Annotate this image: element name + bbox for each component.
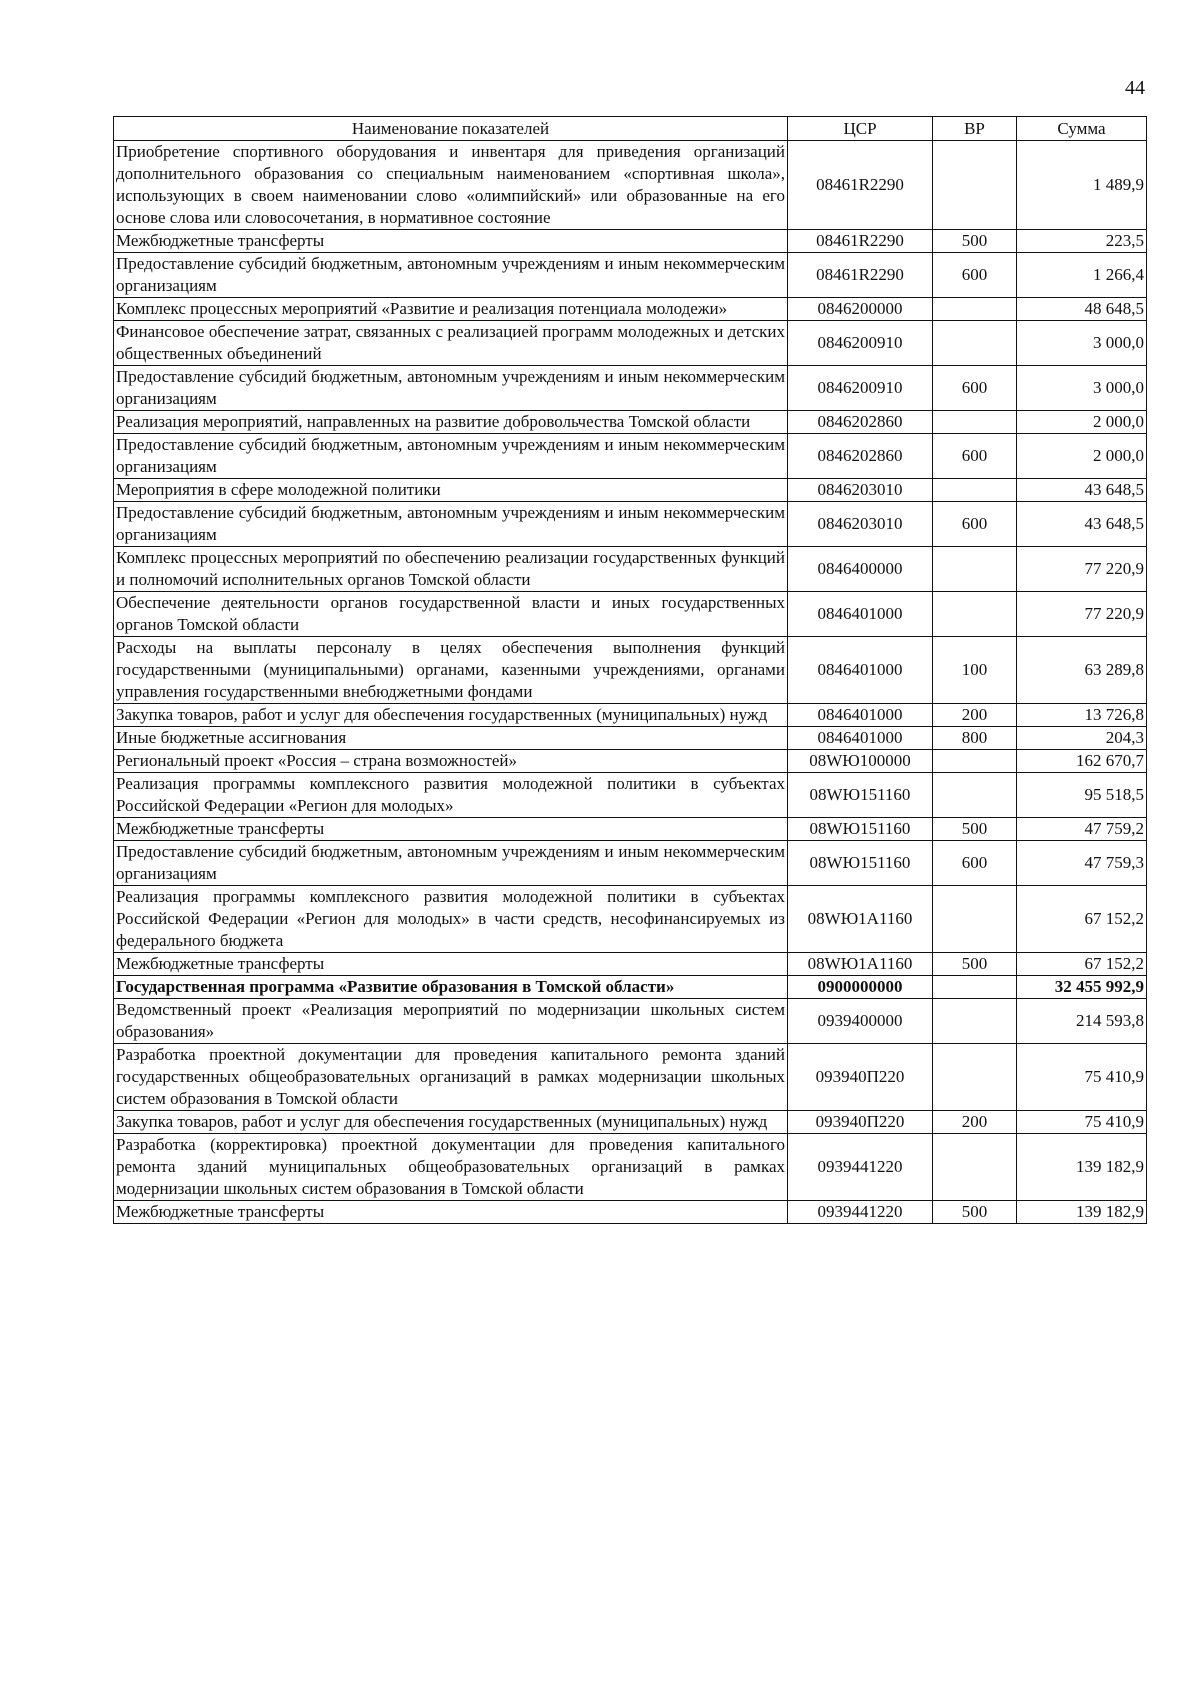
header-csr: ЦСР <box>788 117 933 141</box>
cell-csr: 0846200910 <box>788 366 933 411</box>
cell-csr: 0846200910 <box>788 321 933 366</box>
cell-sum: 43 648,5 <box>1017 479 1147 502</box>
cell-name: Комплекс процессных мероприятий «Развитие и реализация потенциала молодежи» <box>114 298 788 321</box>
header-sum: Сумма <box>1017 117 1147 141</box>
cell-csr: 08WЮ1A1160 <box>788 886 933 953</box>
cell-sum: 1 489,9 <box>1017 141 1147 230</box>
cell-csr: 08461R2290 <box>788 141 933 230</box>
table-row <box>114 230 1147 253</box>
table-row <box>114 750 1147 773</box>
cell-sum: 214 593,8 <box>1017 999 1147 1044</box>
table-row <box>114 1044 1147 1111</box>
cell-sum: 1 266,4 <box>1017 253 1147 298</box>
table-row <box>114 841 1147 886</box>
cell-sum: 95 518,5 <box>1017 773 1147 818</box>
cell-csr: 08WЮ151160 <box>788 818 933 841</box>
table-row <box>114 1201 1147 1224</box>
cell-csr: 08WЮ151160 <box>788 773 933 818</box>
cell-csr: 0846202860 <box>788 434 933 479</box>
cell-vr <box>933 298 1017 321</box>
cell-csr: 0939441220 <box>788 1134 933 1201</box>
cell-csr: 08WЮ1A1160 <box>788 953 933 976</box>
cell-sum: 63 289,8 <box>1017 637 1147 704</box>
cell-vr: 600 <box>933 841 1017 886</box>
cell-name: Комплекс процессных мероприятий по обеспечению реализации государственных функций и полномочий исполнительных органов Томской области <box>114 547 788 592</box>
cell-vr <box>933 1134 1017 1201</box>
cell-name: Межбюджетные трансферты <box>114 230 788 253</box>
cell-csr: 08WЮ151160 <box>788 841 933 886</box>
cell-sum: 48 648,5 <box>1017 298 1147 321</box>
cell-csr: 0846200000 <box>788 298 933 321</box>
cell-csr: 0846400000 <box>788 547 933 592</box>
table-row <box>114 592 1147 637</box>
cell-sum: 2 000,0 <box>1017 411 1147 434</box>
cell-name: Предоставление субсидий бюджетным, автономным учреждениям и иным некоммерческим организациям <box>114 253 788 298</box>
table-row <box>114 411 1147 434</box>
cell-name: Закупка товаров, работ и услуг для обеспечения государственных (муниципальных) нужд <box>114 704 788 727</box>
header-name: Наименование показателей <box>114 117 788 141</box>
cell-csr: 08WЮ100000 <box>788 750 933 773</box>
cell-vr: 500 <box>933 1201 1017 1224</box>
table-row <box>114 253 1147 298</box>
cell-sum: 204,3 <box>1017 727 1147 750</box>
cell-sum: 67 152,2 <box>1017 886 1147 953</box>
cell-vr <box>933 999 1017 1044</box>
cell-vr: 100 <box>933 637 1017 704</box>
budget-table <box>113 116 1147 1224</box>
cell-sum: 2 000,0 <box>1017 434 1147 479</box>
cell-csr: 093940П220 <box>788 1044 933 1111</box>
cell-vr: 500 <box>933 818 1017 841</box>
cell-csr: 08461R2290 <box>788 253 933 298</box>
cell-sum: 13 726,8 <box>1017 704 1147 727</box>
table-row <box>114 886 1147 953</box>
cell-csr: 0846401000 <box>788 637 933 704</box>
cell-csr: 0939400000 <box>788 999 933 1044</box>
cell-name: Реализация мероприятий, направленных на развитие добровольчества Томской области <box>114 411 788 434</box>
table-row <box>114 479 1147 502</box>
table-row <box>114 141 1147 230</box>
table-row <box>114 818 1147 841</box>
cell-name: Предоставление субсидий бюджетным, автономным учреждениям и иным некоммерческим организациям <box>114 841 788 886</box>
cell-name: Предоставление субсидий бюджетным, автономным учреждениям и иным некоммерческим организациям <box>114 502 788 547</box>
cell-vr <box>933 1044 1017 1111</box>
cell-sum: 75 410,9 <box>1017 1111 1147 1134</box>
cell-vr: 600 <box>933 253 1017 298</box>
cell-name: Разработка (корректировка) проектной документации для проведения капитального ремонта зданий муниципальных общеобразовательных организаций в рамках модернизации школьных систем образования в Томской области <box>114 1134 788 1201</box>
cell-name: Предоставление субсидий бюджетным, автономным учреждениям и иным некоммерческим организациям <box>114 366 788 411</box>
cell-name: Региональный проект «Россия – страна возможностей» <box>114 750 788 773</box>
page-number: 44 <box>1125 77 1145 99</box>
cell-sum: 75 410,9 <box>1017 1044 1147 1111</box>
table-header-row <box>114 117 1147 141</box>
table-row <box>114 953 1147 976</box>
cell-name: Межбюджетные трансферты <box>114 1201 788 1224</box>
cell-name: Предоставление субсидий бюджетным, автономным учреждениям и иным некоммерческим организациям <box>114 434 788 479</box>
cell-name: Межбюджетные трансферты <box>114 818 788 841</box>
table-row <box>114 637 1147 704</box>
cell-vr <box>933 976 1017 999</box>
cell-csr: 0846401000 <box>788 727 933 750</box>
cell-sum: 67 152,2 <box>1017 953 1147 976</box>
cell-name: Межбюджетные трансферты <box>114 953 788 976</box>
cell-vr: 600 <box>933 502 1017 547</box>
cell-name: Государственная программа «Развитие образования в Томской области» <box>114 976 788 999</box>
cell-csr: 0846203010 <box>788 502 933 547</box>
cell-csr: 093940П220 <box>788 1111 933 1134</box>
cell-csr: 0939441220 <box>788 1201 933 1224</box>
cell-vr: 500 <box>933 230 1017 253</box>
cell-sum: 3 000,0 <box>1017 321 1147 366</box>
table-body <box>114 141 1147 1224</box>
cell-name: Приобретение спортивного оборудования и инвентаря для приведения организаций дополнительного образования со специальным наименованием «спортивная школа», использующих в своем наименовании слово «олимпийский» или образованные на его основе слова или словосочетания, в нормативное состояние <box>114 141 788 230</box>
table-row <box>114 502 1147 547</box>
cell-vr: 800 <box>933 727 1017 750</box>
cell-sum: 139 182,9 <box>1017 1201 1147 1224</box>
table-row <box>114 976 1147 999</box>
cell-vr <box>933 479 1017 502</box>
cell-sum: 32 455 992,9 <box>1017 976 1147 999</box>
cell-name: Реализация программы комплексного развития молодежной политики в субъектах Российской Федерации «Регион для молодых» в части средств, несофинансируемых из федерального бюджета <box>114 886 788 953</box>
table-row <box>114 727 1147 750</box>
cell-csr: 0900000000 <box>788 976 933 999</box>
table-row <box>114 704 1147 727</box>
cell-sum: 77 220,9 <box>1017 592 1147 637</box>
cell-name: Реализация программы комплексного развития молодежной политики в субъектах Российской Федерации «Регион для молодых» <box>114 773 788 818</box>
cell-vr <box>933 592 1017 637</box>
table-row <box>114 366 1147 411</box>
cell-name: Расходы на выплаты персоналу в целях обеспечения выполнения функций государственными (муниципальными) органами, казенными учреждениями, органами управления государственными внебюджетными фондами <box>114 637 788 704</box>
cell-csr: 08461R2290 <box>788 230 933 253</box>
table-row <box>114 999 1147 1044</box>
cell-vr: 200 <box>933 1111 1017 1134</box>
cell-name: Закупка товаров, работ и услуг для обеспечения государственных (муниципальных) нужд <box>114 1111 788 1134</box>
table-row <box>114 773 1147 818</box>
cell-sum: 47 759,2 <box>1017 818 1147 841</box>
cell-sum: 43 648,5 <box>1017 502 1147 547</box>
table-row <box>114 547 1147 592</box>
cell-name: Разработка проектной документации для проведения капитального ремонта зданий государственных общеобразовательных организаций в рамках модернизации школьных систем образования в Томской области <box>114 1044 788 1111</box>
header-vr: ВР <box>933 117 1017 141</box>
table-row <box>114 1111 1147 1134</box>
table-row <box>114 1134 1147 1201</box>
cell-csr: 0846202860 <box>788 411 933 434</box>
cell-name: Иные бюджетные ассигнования <box>114 727 788 750</box>
cell-sum: 139 182,9 <box>1017 1134 1147 1201</box>
cell-vr: 500 <box>933 953 1017 976</box>
cell-vr <box>933 750 1017 773</box>
cell-vr <box>933 321 1017 366</box>
cell-vr <box>933 141 1017 230</box>
cell-csr: 0846203010 <box>788 479 933 502</box>
cell-sum: 162 670,7 <box>1017 750 1147 773</box>
cell-vr <box>933 547 1017 592</box>
cell-vr: 200 <box>933 704 1017 727</box>
table-row <box>114 434 1147 479</box>
table-row <box>114 298 1147 321</box>
cell-vr <box>933 886 1017 953</box>
cell-name: Ведомственный проект «Реализация мероприятий по модернизации школьных систем образования» <box>114 999 788 1044</box>
cell-sum: 77 220,9 <box>1017 547 1147 592</box>
cell-name: Мероприятия в сфере молодежной политики <box>114 479 788 502</box>
cell-csr: 0846401000 <box>788 592 933 637</box>
cell-name: Обеспечение деятельности органов государственной власти и иных государственных органов Томской области <box>114 592 788 637</box>
cell-sum: 47 759,3 <box>1017 841 1147 886</box>
cell-vr: 600 <box>933 366 1017 411</box>
cell-vr <box>933 411 1017 434</box>
cell-name: Финансовое обеспечение затрат, связанных с реализацией программ молодежных и детских общественных объединений <box>114 321 788 366</box>
cell-vr <box>933 773 1017 818</box>
cell-vr: 600 <box>933 434 1017 479</box>
cell-sum: 3 000,0 <box>1017 366 1147 411</box>
table-row <box>114 321 1147 366</box>
cell-sum: 223,5 <box>1017 230 1147 253</box>
cell-csr: 0846401000 <box>788 704 933 727</box>
